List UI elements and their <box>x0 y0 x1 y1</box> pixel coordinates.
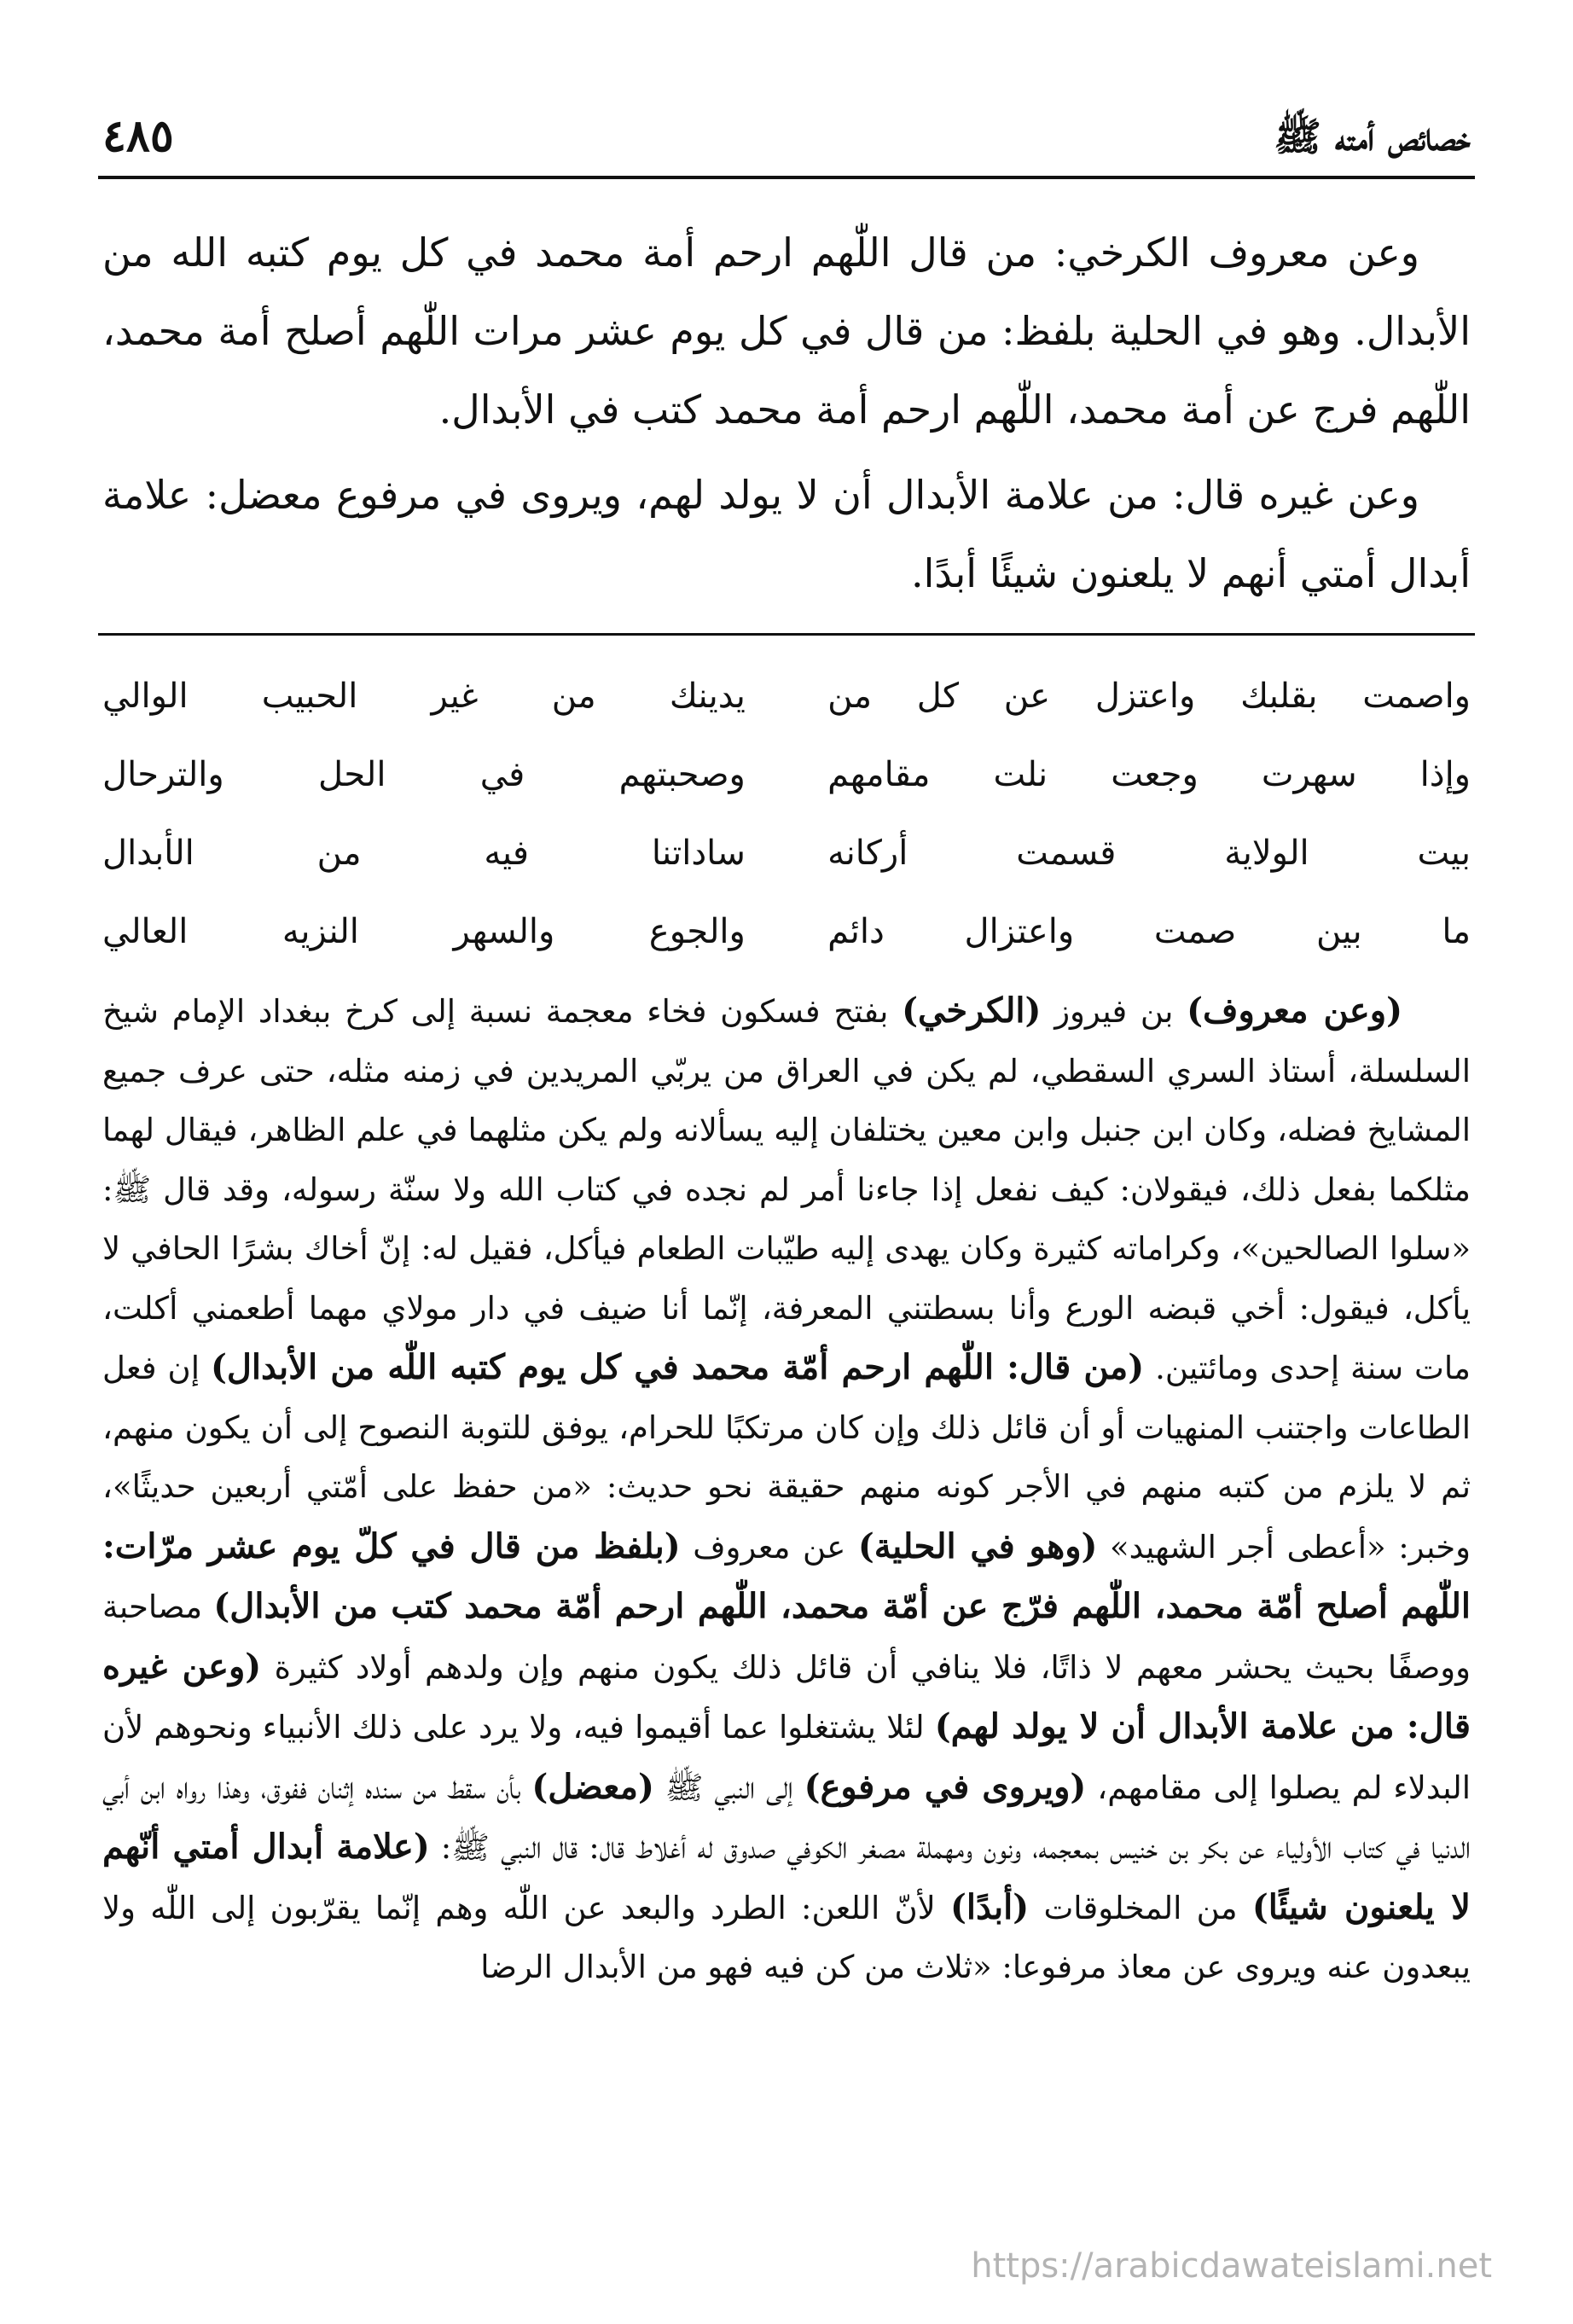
main-paragraph-1: وعن معروف الكرخي: من قال اللّٰهم ارحم أمة محمد في كل يوم كتبه الله من الأبدال. وهو في الحلية بلفظ: من قال في كل يوم عشر مرات اللّٰهم أصلح أمة محمد، اللّٰهم فرج عن أمة محمد، اللّٰهم ارحم أمة محمد كتب في الأبدال. <box>102 229 1471 433</box>
section-divider <box>98 633 1475 636</box>
verse-line <box>102 735 1471 814</box>
verse-line <box>102 892 1471 971</box>
commentary-segment: إن فعل الطاعات واجتنب المنهيات أو أن قائل ذلك وإن كان مرتكبًا للحرام، يوفق للتوبة النصوح إلى أن يكون منهم، ثم لا يلزم من كتبه منهم في الأجر كونه منهم حقيقة نحو حديث: «من حفظ على أمّتي أربعين حديثًا»، وخبر: «أعطى أجر الشهيد» <box>102 1350 1471 1566</box>
main-paragraph-2: وعن غيره قال: من علامة الأبدال أن لا يولد لهم، ويروى في مرفوع معضل: علامة أبدال أمتي أنهم لا يلعنون شيئًا أبدًا. <box>102 472 1471 596</box>
quoted-term: (علامة أبدال أمتي أنّهم لا يلعنون شيئًا) <box>102 1827 1471 1927</box>
verse-second-hemistich: والجوع والسهر النزيه العالي <box>102 912 746 951</box>
quoted-term: (وهو في الحلية) <box>857 1525 1098 1566</box>
quoted-term: (وعن معروف) <box>1187 991 1403 1031</box>
quoted-term: (بلفظ من قال في كلّ يوم عشر مرّات: اللّٰهم أصلح أمّة محمد، اللّٰهم فرّج عن أمّة محمد، اللّٰهم ارحم أمّة محمد كتب من الأبدال) <box>102 1525 1471 1626</box>
running-title: خصائص أمته ﷺ <box>1274 113 1471 160</box>
verse-line <box>102 814 1471 892</box>
quoted-term: (من قال: اللّٰهم ارحم أمّة محمد في كل يوم كتبه اللّٰه من الأبدال) <box>210 1347 1145 1387</box>
poem-verses <box>102 657 1471 971</box>
commentary-paragraph <box>102 981 1471 1997</box>
commentary-segment: بأن سقط من سنده إثنان ففوق، وهذا رواه ابن أبي الدنيا في كتاب الأولياء عن بكر بن خنيس بمعجمه، ونون ومهملة مصغر الكوفي صدوق له أغلاط قال: قال النبي ﷺ: <box>102 1769 1471 1866</box>
main-text <box>102 213 1471 619</box>
watermark-url: https://arabicdawateislami.net <box>971 2246 1492 2286</box>
commentary-segment: بن فيروز <box>1041 993 1187 1030</box>
page-header <box>102 102 1471 171</box>
verse-second-hemistich: وصحبتهم في الحل والترحال <box>102 755 746 794</box>
commentary-text <box>102 981 1471 1997</box>
verse-first-hemistich: بيت الولاية قسمت أركانه <box>827 834 1471 873</box>
verse-first-hemistich: وإذا سهرت وجعت نلت مقامهم <box>827 755 1471 794</box>
commentary-segment: بفتح فسكون فخاء معجمة نسبة إلى كرخ ببغداد الإمام شيخ السلسلة، أستاذ السري السقطي، لم يكن في العراق من يربّي المريدين في زمنه مثله، حتى عرف جميع المشايخ فضله، وكان ابن جنبل وابن معين يختلفان إليه يسألانه ولم يكن مثلهما في علم الظاهر، فيقال لهما مثلكما بفعل ذلك، فيقولان: كيف نفعل إذا جاءنا أمر لم نجده في كتاب الله ولا سنّة رسوله، وقد قال ﷺ: «سلوا الصالحين»، وكراماته كثيرة وكان يهدى إليه طيّبات الطعام فيأكل، فقيل له: إنّ أخاك بشرًا الحافي لا يأكل، فيقول: أخي قبضه الورع وأنا بسطتني المعرفة، إنّما أنا ضيف في دار مولاي مهما أطعمني أكلت، مات سنة إحدى ومائتين. <box>102 993 1471 1386</box>
commentary-segment: مصاحبة ووصفًا بحيث يحشر معهم لا ذاتًا، فلا ينافي أن قائل ذلك يكون منهم وإن ولدهم أولاد كثيرة <box>102 1589 1471 1686</box>
verse-first-hemistich: ما بين صمت واعتزال دائم <box>827 912 1471 951</box>
commentary-segment: لأنّ اللعن: الطرد والبعد عن اللّٰه وهم إنّما يقرّبون إلى اللّٰه ولا يبعدون عنه ويروى عن معاذ مرفوعا: «ثلاث من كن فيه فهو من الأبدال الرضا <box>102 1889 1471 1985</box>
quoted-term: (ويروى في مرفوع) <box>804 1766 1087 1807</box>
quoted-term: (أبدًا) <box>950 1886 1030 1927</box>
commentary-segment: عن معروف <box>680 1528 858 1566</box>
verse-second-hemistich: يدينك من غير الحبيب الوالي <box>102 677 746 716</box>
verse-second-hemistich: ساداتنا فيه من الأبدال <box>102 834 746 873</box>
commentary-segment: إلى النبي ﷺ <box>653 1769 804 1806</box>
page-number: ٤٨٥ <box>102 110 174 162</box>
quoted-term: (الكرخي) <box>902 991 1042 1031</box>
header-rule <box>98 176 1475 179</box>
quoted-term: (معضل) <box>531 1766 654 1807</box>
quoted-term: (وعن غيره قال: من علامة الأبدال أن لا يولد لهم) <box>102 1646 1471 1746</box>
commentary-segment: لئلا يشتغلوا عما أقيموا فيه، ولا يرد على ذلك الأنبياء ونحوهم لأن البدلاء لم يصلوا إلى مقامهم، <box>102 1709 1471 1806</box>
commentary-segment: من المخلوقات <box>1029 1889 1252 1926</box>
verse-line <box>102 657 1471 735</box>
verse-first-hemistich: واصمت بقلبك واعتزل عن كل من <box>827 677 1471 716</box>
